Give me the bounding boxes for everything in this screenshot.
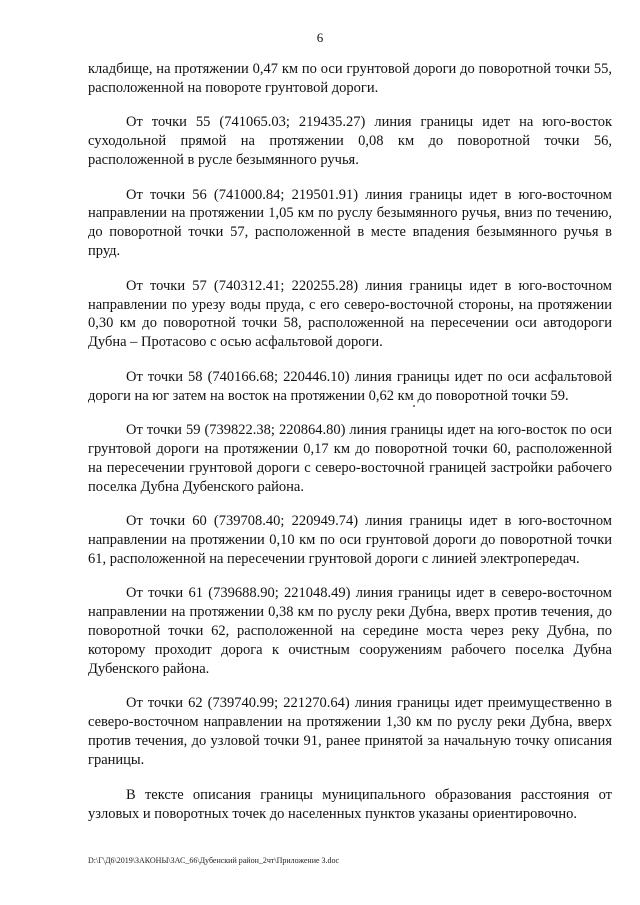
paragraph: От точки 55 (741065.03; 219435.27) линия границы идет на юго-восток суходольной прямой на протяжении 0,08 км до поворотной точки 56, расположенной в русле безымянного ручья. [88,114,612,169]
paragraph: От точки 60 (739708.40; 220949.74) линия границы идет в юго-восточном направлении на протяжении 0,10 км по оси грунтовой дороги до поворотной точки 61, расположенной на пересечении грунтовой дороги с линией электропередач. [88,513,612,568]
paragraph: От точки 61 (739688.90; 221048.49) линия границы идет в северо-восточном направлении на протяжении 0,38 км по руслу реки Дубна, вверх против течения, до поворотной точки 62, расположенной на середине моста через реку Дубна, по которому проходит дорога к очистным сооружениям рабочего поселка Дубна Дубенского района. [88,585,612,678]
paragraph: От точки 58 (740166.68; 220446.10) линия границы идет по оси асфальтовой дороги на юг затем на восток на протяжении 0,62 км до поворотной точки 59. [88,368,612,404]
paragraph: От точки 57 (740312.41; 220255.28) линия границы идет в юго-восточном направлении по урезу воды пруда, с его северо-восточной стороны, на протяжении 0,30 км до поворотной точки 58, расположенной на пересечении оси автодороги Дубна – Протасово с осью асфальтовой дороги. [88,277,612,351]
document-body [88,60,612,839]
paragraph: От точки 59 (739822.38; 220864.80) линия границы идет на юго-восток по оси грунтовой дороги на протяжении 0,17 км до поворотной точки 60, расположенной на пересечении грунтовой дороги с северо-восточной границей застройки рабочего поселка Дубна Дубенского района. [88,422,612,495]
scan-artifact-dot [413,405,415,407]
page-number: 6 [316,30,324,45]
paragraph: От точки 62 (739740.99; 221270.64) линия границы идет преимущественно в северо-восточном направлении на протяжении 1,30 км по руслу реки Дубна, вверх против течения, до узловой точки 91, ранее принятой за начальную точку описания границы. [88,695,612,769]
paragraph: В тексте описания границы муниципального образования расстояния от узловых и поворотных точек до населенных пунктов указаны ориентировочно. [88,786,612,822]
paragraph: От точки 56 (741000.84; 219501.91) линия границы идет в юго-восточном направлении на протяжении 1,05 км по руслу безымянного ручья, вниз по течению, до поворотной точки 57, расположенной в месте впадения безымянного ручья в пруд. [88,186,612,260]
paragraph: кладбище, на протяжении 0,47 км по оси грунтовой дороги до поворотной точки 55, расположенной на повороте грунтовой дороги. [88,61,612,96]
footer-file-path: D:\Г\Д6\2019\ЗАКОНЫ\ЗАС_66\Дубенский район_2чт\Приложение 3.doc [88,856,340,865]
